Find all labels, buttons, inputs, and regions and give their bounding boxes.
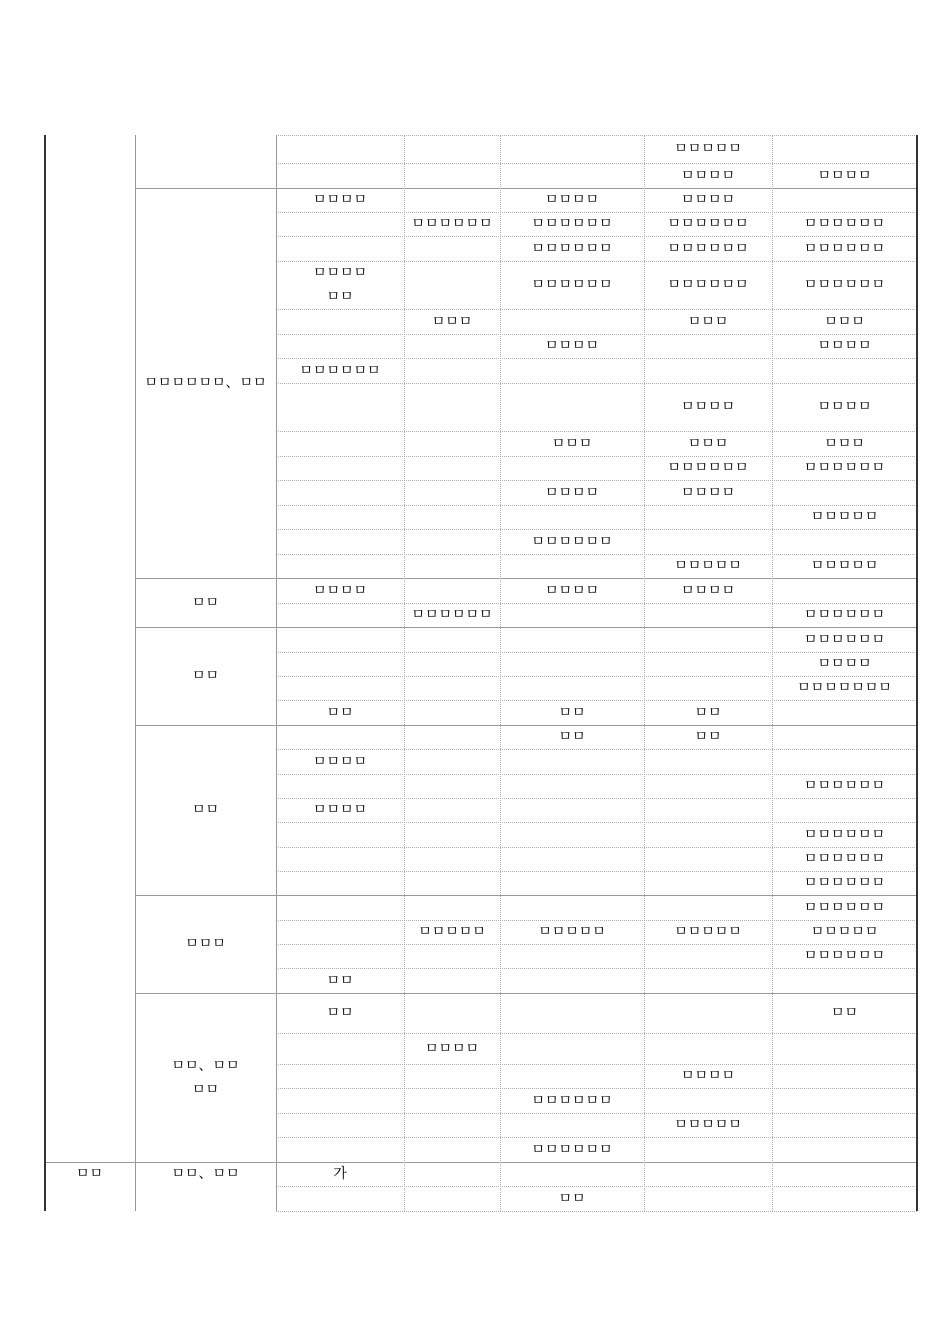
section-divider	[44, 1162, 917, 1163]
row-divider	[276, 212, 917, 213]
table-cell: ㅁㅁㅁㅁㅁㅁ	[667, 277, 749, 293]
table-cell: ㅁㅁㅁㅁㅁㅁ	[531, 277, 613, 293]
row-divider	[276, 798, 917, 799]
row-divider	[276, 944, 917, 945]
table-cell: ㅁㅁ	[694, 729, 722, 745]
table-cell: ㅁㅁㅁㅁ	[544, 484, 600, 501]
category-label: ㅁㅁ	[191, 802, 220, 818]
row-divider	[276, 603, 917, 604]
section-divider	[135, 188, 917, 189]
table-cell: ㅁㅁㅁㅁ	[817, 399, 872, 415]
row-divider	[276, 383, 917, 384]
table-cell: ㅁㅁㅁㅁㅁㅁ	[803, 899, 886, 916]
table-cell: ㅁㅁㅁㅁㅁㅁ	[803, 240, 886, 257]
table-cell: ㅁㅁ	[326, 704, 354, 721]
table-cell: ㅁㅁㅁㅁㅁ	[674, 558, 742, 574]
table-cell: ㅁㅁㅁㅁㅁ	[810, 924, 879, 940]
table-cell: ㅁㅁ	[326, 1005, 354, 1021]
category-label: ㅁㅁㅁ	[185, 936, 226, 952]
group-label: ㅁㅁ	[75, 1166, 104, 1182]
row-divider	[276, 261, 917, 262]
table-cell: ㅁㅁㅁㅁㅁㅁ	[531, 1141, 613, 1158]
table-cell: ㅁㅁㅁㅁㅁㅁ	[803, 216, 886, 232]
table-cell: ㅁㅁㅁㅁ	[817, 338, 872, 354]
category-label: ㅁㅁ、ㅁㅁ	[171, 1166, 240, 1182]
row-divider	[276, 1186, 917, 1187]
table-cell: ㅁㅁㅁㅁ	[680, 582, 736, 599]
table-cell: ㅁㅁㅁㅁㅁㅁ	[531, 216, 613, 232]
row-divider	[276, 480, 917, 481]
row-divider	[276, 749, 917, 750]
table-cell: ㅁㅁㅁㅁ	[680, 399, 736, 415]
section-divider	[135, 895, 917, 896]
table-cell: ㅁㅁㅁㅁ ㅁㅁ	[312, 265, 368, 305]
table-cell: ㅁㅁㅁㅁㅁㅁ	[803, 460, 886, 476]
column-divider	[404, 135, 405, 1211]
row-divider	[276, 505, 917, 506]
table-cell: ㅁㅁㅁㅁㅁㅁ	[667, 460, 749, 476]
row-divider	[276, 774, 917, 775]
table-cell: ㅁㅁㅁ	[551, 435, 593, 452]
table-cell: ㅁㅁㅁㅁㅁㅁ	[803, 851, 886, 867]
column-divider	[135, 135, 136, 1211]
table-cell: ㅁㅁㅁㅁㅁㅁ	[803, 631, 886, 648]
row-divider	[276, 236, 917, 237]
table-cell: ㅁㅁㅁㅁ	[312, 582, 368, 599]
table-cell: ㅁㅁ	[558, 1190, 586, 1207]
section-divider	[135, 627, 917, 628]
table-cell: ㅁㅁㅁㅁㅁㅁ	[531, 533, 613, 550]
row-divider	[276, 1088, 917, 1089]
row-divider	[276, 554, 917, 555]
column-divider	[772, 135, 773, 1211]
table-cell: ㅁㅁㅁㅁㅁ	[538, 924, 606, 940]
table-cell: ㅁㅁㅁㅁㅁㅁ	[531, 1092, 613, 1109]
table-cell: ㅁㅁㅁㅁㅁㅁ	[803, 607, 886, 623]
column-divider	[276, 135, 277, 1211]
row-divider	[276, 456, 917, 457]
bottom-border	[276, 1211, 917, 1212]
table-cell: ㅁㅁㅁㅁㅁㅁㅁ	[797, 680, 892, 696]
table-cell: ㅁㅁㅁㅁ	[312, 753, 368, 770]
table-cell: ㅁㅁ	[558, 729, 586, 745]
row-divider	[276, 1064, 917, 1065]
row-divider	[276, 822, 917, 823]
table-cell: ㅁㅁ	[558, 704, 586, 721]
row-divider	[276, 700, 917, 701]
table-cell: ㅁㅁㅁㅁ	[817, 167, 872, 184]
row-divider	[276, 968, 917, 969]
table-cell: ㅁㅁㅁ	[431, 313, 473, 330]
table-cell: ㅁㅁ	[830, 1005, 859, 1021]
right-border	[916, 135, 918, 1211]
table-cell: ㅁㅁㅁㅁㅁ	[674, 141, 742, 157]
row-divider	[276, 334, 917, 335]
table-cell: ㅁㅁㅁ	[824, 313, 865, 330]
row-divider	[276, 676, 917, 677]
table-cell: ㅁㅁㅁㅁㅁㅁ	[803, 875, 886, 891]
category-label: ㅁㅁ	[191, 594, 220, 611]
table-cell: ㅁㅁㅁㅁㅁㅁ	[803, 277, 886, 293]
row-divider	[276, 1033, 917, 1034]
table-cell: ㅁㅁㅁㅁㅁ	[418, 924, 486, 940]
table-cell: ㅁㅁㅁㅁ	[544, 582, 600, 599]
column-divider	[644, 135, 645, 1211]
table-cell: ㅁㅁㅁㅁ	[680, 1068, 736, 1084]
table-cell: ㅁㅁㅁㅁ	[680, 167, 736, 184]
table-cell: ㅁㅁㅁㅁㅁ	[810, 558, 879, 574]
table-cell: ㅁㅁㅁㅁ	[424, 1040, 480, 1057]
table-cell: ㅁㅁㅁㅁㅁㅁ	[531, 240, 613, 257]
row-divider	[276, 163, 917, 164]
table-cell: 가	[333, 1166, 347, 1182]
row-divider	[276, 920, 917, 921]
row-divider	[276, 871, 917, 872]
section-divider	[135, 993, 917, 994]
table-cell: ㅁㅁ	[694, 704, 722, 721]
table-cell: ㅁㅁㅁㅁ	[680, 192, 736, 208]
section-divider	[135, 578, 917, 579]
row-divider	[276, 1137, 917, 1138]
table-cell: ㅁㅁㅁㅁㅁ	[674, 924, 742, 940]
table-cell: ㅁㅁㅁㅁ	[312, 192, 368, 208]
category-label: ㅁㅁ、ㅁㅁ ㅁㅁ	[171, 1057, 240, 1098]
row-divider	[276, 1113, 917, 1114]
table-cell: ㅁㅁㅁㅁㅁㅁ	[411, 607, 493, 623]
table-cell: ㅁㅁㅁㅁ	[680, 484, 736, 501]
row-divider	[276, 529, 917, 530]
top-border	[276, 135, 917, 136]
table-cell: ㅁㅁㅁㅁㅁㅁ	[803, 778, 886, 794]
table-cell: ㅁㅁㅁㅁ	[312, 802, 368, 818]
table-cell: ㅁㅁㅁㅁ	[817, 656, 872, 672]
table-cell: ㅁㅁㅁㅁ	[544, 338, 600, 354]
table-cell: ㅁㅁㅁㅁㅁㅁ	[803, 826, 886, 843]
column-divider	[500, 135, 501, 1211]
table-cell: ㅁㅁㅁㅁㅁ	[810, 509, 879, 525]
table-cell: ㅁㅁ	[326, 972, 354, 989]
table-cell: ㅁㅁㅁㅁㅁㅁ	[667, 240, 749, 257]
row-divider	[276, 431, 917, 432]
section-divider	[135, 725, 917, 726]
row-divider	[276, 652, 917, 653]
table-cell: ㅁㅁㅁㅁㅁ	[674, 1117, 742, 1133]
table-cell: ㅁㅁㅁㅁ	[544, 192, 600, 208]
row-divider	[276, 847, 917, 848]
table-cell: ㅁㅁㅁ	[687, 435, 729, 452]
table-cell: ㅁㅁㅁㅁㅁㅁ	[803, 948, 886, 964]
table-cell: ㅁㅁㅁ	[687, 313, 729, 330]
category-label: ㅁㅁㅁㅁㅁㅁ、ㅁㅁ	[144, 375, 267, 391]
left-border	[44, 135, 46, 1211]
table-cell: ㅁㅁㅁ	[824, 435, 865, 452]
table-cell: ㅁㅁㅁㅁㅁㅁ	[667, 216, 749, 232]
table-cell: ㅁㅁㅁㅁㅁㅁ	[299, 362, 381, 379]
table-cell: ㅁㅁㅁㅁㅁㅁ	[411, 216, 493, 232]
row-divider	[276, 358, 917, 359]
category-label: ㅁㅁ	[191, 668, 220, 684]
row-divider	[276, 309, 917, 310]
